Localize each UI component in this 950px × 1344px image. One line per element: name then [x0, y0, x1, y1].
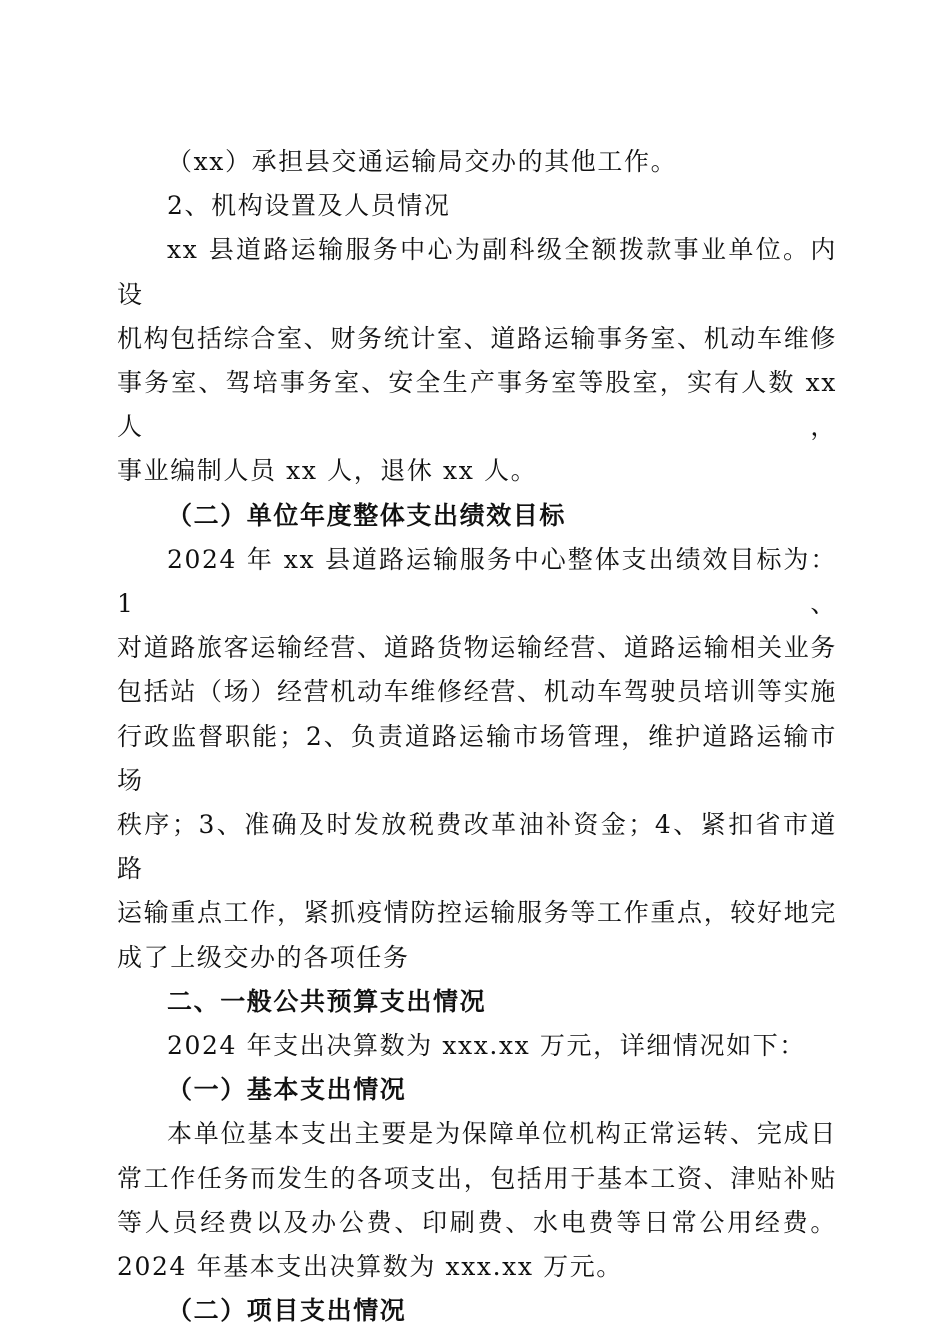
- text-line: 事务室、驾培事务室、安全生产事务室等股室，实有人数 xx 人，: [117, 368, 837, 442]
- paragraph-basic-expenditure: [117, 1112, 837, 1289]
- section-heading-organization: [117, 184, 837, 228]
- sub-heading-project-expenditure: [117, 1289, 837, 1333]
- text-line: 包括站（场）经营机动车维修经营、机动车驾驶员培训等实施: [117, 677, 837, 707]
- paragraph-organization: [117, 228, 837, 493]
- text-line: 成了上级交办的各项任务: [117, 942, 410, 972]
- text-line: （一）基本支出情况: [167, 1075, 407, 1105]
- document-body: [117, 140, 837, 1333]
- text-line: 秩序；3、准确及时发放税费改革油补资金；4、紧扣省市道路: [117, 810, 837, 884]
- text-line: 2、机构设置及人员情况: [167, 191, 451, 221]
- paragraph-performance-goals: [117, 538, 837, 980]
- text-line: xx 县道路运输服务中心为副科级全额拨款事业单位。内设: [117, 235, 837, 309]
- text-line: 对道路旅客运输经营、道路货物运输经营、道路运输相关业务: [117, 633, 837, 663]
- text-line: 事业编制人员 xx 人，退休 xx 人。: [117, 456, 538, 486]
- sub-heading-performance-goals: [117, 494, 837, 538]
- text-line: （二）单位年度整体支出绩效目标: [167, 500, 567, 530]
- text-line: 常工作任务而发生的各项支出，包括用于基本工资、津贴补贴: [117, 1163, 837, 1193]
- paragraph-total-expenditure: [117, 1024, 837, 1068]
- paragraph-other-duties: [117, 140, 837, 184]
- text-line: 2024 年支出决算数为 xxx.xx 万元，详细情况如下：: [167, 1031, 806, 1061]
- text-line: 二、一般公共预算支出情况: [167, 986, 487, 1016]
- text-line: 2024 年 xx 县道路运输服务中心整体支出绩效目标为：1、: [117, 544, 837, 619]
- text-line: 行政监督职能；2、负责道路运输市场管理，维护道路运输市场: [117, 721, 837, 795]
- section-heading-general-budget: [117, 980, 837, 1024]
- text-line: 机构包括综合室、财务统计室、道路运输事务室、机动车维修: [117, 323, 837, 353]
- text-line: 等人员经费以及办公费、印刷费、水电费等日常公用经费。: [117, 1207, 837, 1237]
- text-line: （xx）承担县交通运输局交办的其他工作。: [167, 147, 678, 176]
- sub-heading-basic-expenditure: [117, 1068, 837, 1112]
- text-line: 本单位基本支出主要是为保障单位机构正常运转、完成日: [167, 1119, 837, 1149]
- text-line: （二）项目支出情况: [167, 1296, 407, 1326]
- text-line: 2024 年基本支出决算数为 xxx.xx 万元。: [117, 1252, 623, 1282]
- text-line: 运输重点工作，紧抓疫情防控运输服务等工作重点，较好地完: [117, 898, 837, 928]
